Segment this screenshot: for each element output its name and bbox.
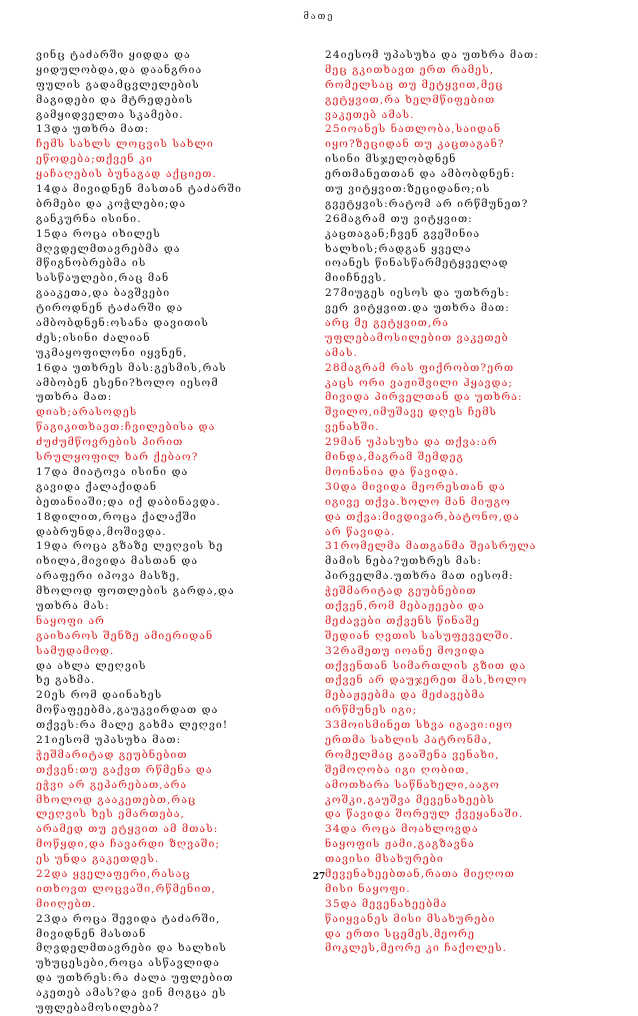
highlighted-text-line: თქვენთან სიმართლის გზით და <box>325 659 527 672</box>
highlighted-text-line: კაცს ორი ვაჟიშვილი ჰყავდა; <box>325 376 514 389</box>
highlighted-text-line: რომელსაც თუ მეტყვით,მეც <box>325 78 504 91</box>
text-line: ხალხის;რადგან ყველა <box>325 242 472 255</box>
highlighted-text-line: არამედ თუ ეტყვით ამ მთას: <box>36 823 219 836</box>
text-line: ისინი მსჯელობდნენ <box>325 153 457 166</box>
text-line: პირველმა.უთხრა მათ იესომ: <box>325 570 514 583</box>
text-line: ამბობდნენ:ოსანა დავითის <box>36 317 209 330</box>
highlighted-text-line: მებაჟეებმა და მეძავებმა <box>325 689 486 702</box>
highlighted-text-line: 22და ყველაფერი,რასაც <box>36 867 191 880</box>
highlighted-text-line: ამოთხარა საწნახელი,ააგო <box>325 778 500 791</box>
highlighted-text-line: ირწმუნეს იგი; <box>325 704 418 717</box>
highlighted-text-line: ნაყოფი არ <box>36 614 105 627</box>
text-line: მიიჩნევს. <box>325 272 388 285</box>
highlighted-text-line: 31რომელმა მათგანმა შეასრულა <box>325 540 537 553</box>
highlighted-text-line: ერთმა სახლის პატრონმა, <box>325 733 493 746</box>
highlighted-text-line: თქვენ არ დაუჯერეთ მას,ხოლო <box>325 674 528 687</box>
text-line: უხუცესები,როცა ასწავლიდა <box>36 957 220 970</box>
text-line: ფულის გადამცვლელების <box>36 78 200 91</box>
text-line: იოანეს წინასწარმეტყველად <box>325 257 509 270</box>
highlighted-text-line: ამას. <box>325 346 358 359</box>
text-line: უკმაყოფილონი იყვნენ, <box>36 346 188 359</box>
highlighted-text-line: ლეღვის ხეს ემართება, <box>36 808 185 821</box>
text-line: აკეთებ ამას?და ვინ მოგცა ეს <box>36 987 227 1000</box>
text-line: 21იესომ უპასუხა მათ: <box>36 733 182 746</box>
highlighted-text-line: იყო?ზეციდან თუ კაცთაგან? <box>325 138 505 151</box>
text-line: მაგიდები და მტრედების <box>36 93 194 106</box>
text-line: ყიდულობდა,და დაანგრია <box>36 63 203 76</box>
highlighted-text-line: მოინანია და წავიდა. <box>325 465 460 478</box>
text-line: მწიგნობრებმა ის <box>36 257 147 270</box>
text-line: უთხრა მათ: <box>36 391 113 404</box>
highlighted-text-line: 29მან უპასუხა და თქვა:არ <box>325 436 498 449</box>
highlighted-text-line: უფლებამოსილებით ვაკეთებ <box>325 331 509 344</box>
highlighted-text-line: თავისი მსახურები <box>325 853 444 866</box>
highlighted-text-line: სრულყოფილ ხარ ქებაო? <box>36 451 199 464</box>
highlighted-text-line: წაიყვანეს მისი მსახურები <box>325 912 496 925</box>
highlighted-text-line: 28მაგრამ რას ფიქრობთ?ერთ <box>325 361 515 374</box>
highlighted-text-line: ითხოვთ ლოცვაში,რწმენით, <box>36 882 217 895</box>
text-line: ტიროდნენ ტაძარში და <box>36 302 184 315</box>
highlighted-text-line: ნაყოფის ჟამი,გაგზავნა <box>325 838 475 851</box>
highlighted-text-line: მისი ნაყოფი. <box>325 882 411 895</box>
text-line: უფლებამოსილება? <box>36 1002 160 1014</box>
highlighted-text-line: ყაჩაღების ბუნაგად აქციეთ. <box>36 168 217 181</box>
highlighted-text-line: შედიან ღვთის სასუფეველში. <box>325 629 514 642</box>
text-line: ერთმანეთთან და ამბობდნენ: <box>325 168 516 181</box>
highlighted-text-line: 34და როცა მოახლოვდა <box>325 823 479 836</box>
text-line: ხე გახმა. <box>36 674 96 687</box>
text-line: განკურნა ისინი. <box>36 212 142 225</box>
text-line: ვერ ვიტყვით.და უთხრა მათ: <box>325 302 510 315</box>
highlighted-text-line: ძუძუმწოვრების პირით <box>36 436 184 449</box>
highlighted-text-line: 33მოისმინეთ სხვა იგავი:იყო <box>325 719 514 732</box>
text-line: ვინც ტაძარში ყიდდა და <box>36 49 191 61</box>
right-text-column <box>325 48 593 955</box>
highlighted-text-line: 32რამეთუ იოანე მოვიდა <box>325 644 486 657</box>
highlighted-text-line: ვაკეთებ ამას. <box>325 108 415 121</box>
highlighted-text-line: გეტყვით,რა ხელმწიფებით <box>325 93 496 106</box>
highlighted-text-line: თქვენ,რომ მებაჟეები და <box>325 599 485 612</box>
highlighted-text-line: ჭეშმარიტად გეუბნებით <box>325 585 477 598</box>
highlighted-text-line: თქვენ:თუ გაქვთ რწმენა და <box>36 763 213 776</box>
highlighted-text-line: მეძავები თქვენს წინაშე <box>325 614 480 627</box>
text-line: და ახლა ლეღვის <box>36 659 147 672</box>
text-line: 18დილით,როცა ქალაქში <box>36 510 198 523</box>
highlighted-text-line: ეჭვი არ გეპარებათ,არა <box>36 778 188 791</box>
highlighted-text-line: მეც გკითხავთ ერთ რამეს, <box>325 63 495 76</box>
text-line: მხოლოდ ფოთლების გარდა,და <box>36 585 235 598</box>
highlighted-text-line: შვილო,იმუშავე დღეს ჩემს <box>325 406 498 419</box>
text-line: გამყიდველთა სკამები. <box>36 108 184 121</box>
highlighted-text-line: კოშკი,გაუშვა მევენახეებს <box>325 793 495 806</box>
text-line: 27მიუგეს იესოს და უთხრეს: <box>325 287 510 300</box>
text-line: გავიდა ქალაქიდან <box>36 480 158 493</box>
highlighted-text-line: იგივე თქვა.ხოლო მან მიუგო <box>325 495 511 508</box>
highlighted-text-line: მევენახეებთან,რათა მიეღოთ <box>325 867 515 880</box>
highlighted-text-line: ეს უნდა გაკეთდეს. <box>36 853 160 866</box>
highlighted-text-line: დიახ;არასოდეს <box>36 406 138 419</box>
text-line: მღვდელმთავრები და ხალხის <box>36 942 227 955</box>
text-line: სასწაულები,რაც მან <box>36 272 170 285</box>
text-line: მივიდნენ მასთან <box>36 927 147 940</box>
text-line: თუ ვიტყვით:ზეციდანო;ის <box>325 183 491 196</box>
highlighted-text-line: 25იოანეს ნათლობა,საიდან <box>325 123 502 136</box>
page-number: 27 <box>312 872 326 882</box>
text-line: გვეტყვის:რატომ არ ირწმუნეთ? <box>325 197 529 210</box>
text-line: 17და მიატოვა ისინი და <box>36 465 189 478</box>
highlighted-text-line: მიიღებთ. <box>36 897 97 910</box>
text-line: 24იესომ უპასუხა და უთხრა მათ: <box>325 49 539 61</box>
text-line: ბეთანიაში;და იქ დაბინავდა. <box>36 495 221 508</box>
highlighted-text-line: არ წავიდა. <box>325 525 396 538</box>
text-line: თქვეს:რა მალე გახმა ლეღვი! <box>36 719 229 732</box>
highlighted-text-line: მინდა,მაგრამ შემდეგ <box>325 451 464 464</box>
highlighted-text-line: მოკლეს,მეორე კი ჩაქოლეს. <box>325 942 508 955</box>
highlighted-text-line: შემოღობა იგი ღობით, <box>325 763 470 776</box>
text-line: 26მაგრამ თუ ვიტყვით: <box>325 212 473 225</box>
highlighted-text-line: რომელმაც გააშენა ვენახი, <box>325 748 500 761</box>
text-line: და უთხრეს:რა ძალა უფლებით <box>36 972 234 985</box>
running-header: მათე <box>303 12 335 22</box>
highlighted-text-line: სამუდამოდ. <box>36 644 115 657</box>
text-line: 14და მივიდნენ მასთან ტაძარში <box>36 183 243 196</box>
text-line: მოწაფეებმა,გაუკვირდათ და <box>36 704 219 717</box>
highlighted-text-line: ჩემს სახლს ლოცვის სახლი <box>36 138 214 151</box>
highlighted-text-line: 30და მივიდა მეორესთან და <box>325 480 506 493</box>
highlighted-text-line: ეწოდება;თქვენ კი <box>36 153 154 166</box>
highlighted-text-line: გაიხაროს შენზე ამიერიდან <box>36 629 214 642</box>
text-line: 19და როცა გზაზე ლეღვის ხე <box>36 540 224 553</box>
text-line: მღვდელმთავრებმა და <box>36 242 181 255</box>
text-line: კაცთაგან;ჩვენ გვეშინია <box>325 227 481 240</box>
text-line: 15და როცა იხილეს <box>36 227 161 240</box>
text-line: გააკეთა,და ბავშვები <box>36 287 171 300</box>
highlighted-text-line: ვენახში. <box>325 421 380 434</box>
text-line: ბრმები და კოჭლები;და <box>36 197 187 210</box>
text-line: არაფერი იპოვა მასზე, <box>36 570 181 583</box>
highlighted-text-line: მხოლოდ გააკეთებთ,რაც <box>36 793 197 806</box>
highlighted-text-line: მოწყდი,და ჩავარდი ზღვაში; <box>36 838 221 851</box>
highlighted-text-line: არც მე გეტყვით,რა <box>325 317 450 330</box>
highlighted-text-line: ჭეშმარიტად გეუბნებით <box>36 748 188 761</box>
highlighted-text-line: 35და მევენახეებმა <box>325 897 448 910</box>
text-line: მამის ნება?უთხრეს მას: <box>325 555 483 568</box>
highlighted-text-line: და თქვა:მივდივარ,ბატონო,და <box>325 510 520 523</box>
text-line: ამბობენ ესენი?ხოლო იესომ <box>36 376 219 389</box>
text-line: 13და უთხრა მათ: <box>36 123 150 136</box>
highlighted-text-line: და ერთი სცემეს,მეორე <box>325 927 476 940</box>
text-line: 16და უთხრეს მას:გესმის,რას <box>36 361 227 374</box>
text-line: 23და როცა შევიდა ტაძარში, <box>36 912 221 925</box>
text-line: 20ეს რომ დაინახეს <box>36 689 163 702</box>
highlighted-text-line: მივიდა პირველთან და უთხრა: <box>325 391 523 404</box>
highlighted-text-line: და წავიდა შორეულ ქვეყანაში. <box>325 808 524 821</box>
text-line: დაბრუნდა,მოშივდა. <box>36 525 167 538</box>
highlighted-text-line: წაგიკითხავთ:ჩვილებისა და <box>36 421 216 434</box>
text-line: უთხრა მას: <box>36 599 110 612</box>
left-text-column <box>36 48 304 1014</box>
text-line: იხილა,მივიდა მასთან და <box>36 555 199 568</box>
text-line: ძეს;ისინი ძალიან <box>36 331 151 344</box>
